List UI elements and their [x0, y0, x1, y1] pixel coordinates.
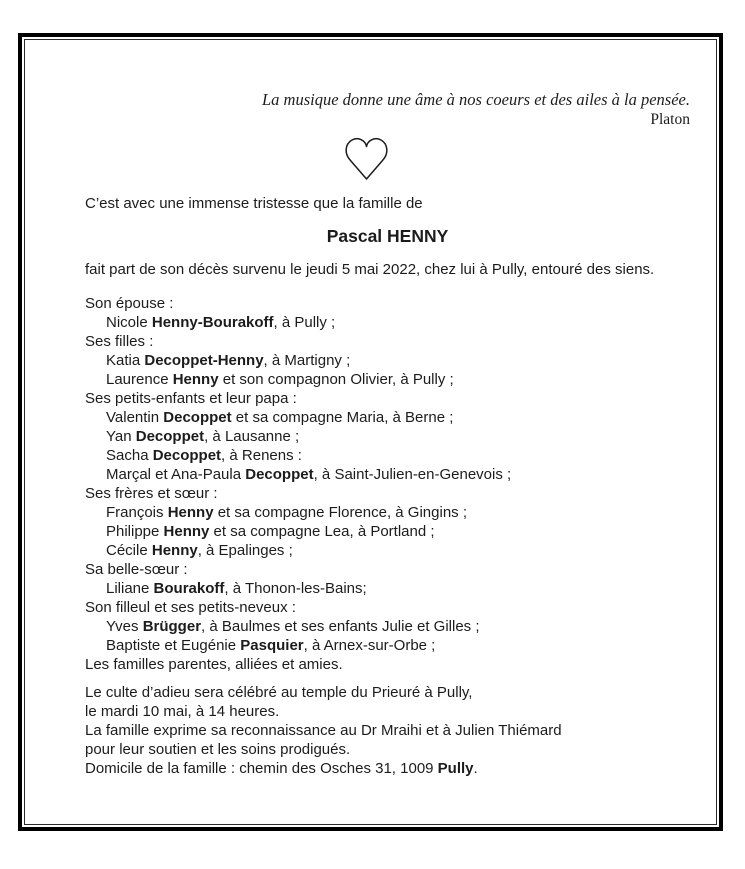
family-surname: Decoppet [152, 447, 222, 464]
family-list-line [85, 636, 690, 655]
family-surname: Decoppet [135, 428, 205, 445]
family-list-line [85, 427, 690, 446]
document-frame-inner [24, 39, 717, 825]
text-segment: , à Saint-Julien-en-Genevois ; [313, 466, 512, 483]
family-list [85, 294, 690, 674]
text-segment: et son compagnon Olivier, à Pully ; [218, 371, 454, 388]
text-segment: Liliane [106, 580, 154, 597]
text-segment: Nicole [106, 314, 152, 331]
announcement-intro: C’est avec une immense tristesse que la famille de [85, 195, 423, 212]
family-list-line [85, 655, 690, 674]
text-segment: , à Thonon-les-Bains; [224, 580, 367, 597]
text-segment: Les familles parentes, alliées et amies. [85, 656, 343, 673]
family-list-line [85, 370, 690, 389]
quote-block [85, 90, 690, 129]
family-list-line [85, 332, 690, 351]
closing-line [85, 683, 690, 702]
text-segment: Son filleul et ses petits-neveux : [85, 599, 296, 616]
text-segment: , à Pully ; [273, 314, 336, 331]
family-surname: Henny [167, 504, 214, 521]
family-list-line [85, 560, 690, 579]
family-surname: Henny [151, 542, 198, 559]
family-surname: Decoppet [163, 409, 232, 426]
family-surname: Henny [163, 523, 210, 540]
text-segment: Ses frères et sœur : [85, 485, 218, 502]
family-list-line [85, 351, 690, 370]
family-surname: Pasquier [240, 637, 304, 654]
text-segment: François [106, 504, 168, 521]
family-list-line [85, 389, 690, 408]
closing-line [85, 702, 690, 721]
family-list-line [85, 294, 690, 313]
text-segment: Son épouse : [85, 295, 174, 312]
text-segment: Laurence [106, 371, 173, 388]
family-list-line [85, 408, 690, 427]
family-surname: Bourakoff [153, 580, 225, 597]
closing-line [85, 759, 690, 778]
text-segment: Le culte d’adieu sera célébré au temple du Prieuré à Pully, [85, 684, 473, 701]
text-segment: Cécile [106, 542, 152, 559]
text-segment: Ses petits-enfants et leur papa : [85, 390, 297, 407]
text-segment: Sacha [106, 447, 153, 464]
text-segment: Sa belle-sœur : [85, 561, 188, 578]
family-surname: Brügger [142, 618, 202, 635]
announcement-body: fait part de son décès survenu le jeudi 5 mai 2022, chez lui à Pully, entouré des siens. [85, 261, 655, 278]
closing-block [85, 683, 690, 778]
family-list-line [85, 446, 690, 465]
text-segment: et sa compagne Florence, à Gingins ; [213, 504, 468, 521]
heart-container [85, 135, 690, 183]
text-segment: Katia [106, 352, 145, 369]
family-list-line [85, 503, 690, 522]
quote-author: Platon [650, 111, 690, 128]
family-surname: Pully [437, 760, 474, 777]
text-segment: , à Arnex-sur-Orbe ; [303, 637, 436, 654]
family-surname: Decoppet [245, 466, 314, 483]
text-segment: Marçal et Ana-Paula [106, 466, 246, 483]
text-segment: , à Baulmes et ses enfants Julie et Gilles ; [201, 618, 480, 635]
family-surname: Henny [172, 371, 219, 388]
document-content [25, 40, 716, 824]
family-surname: Henny-Bourakoff [151, 314, 274, 331]
text-segment: , à Renens : [221, 447, 302, 464]
text-segment: Baptiste et Eugénie [106, 637, 241, 654]
text-segment: Yan [106, 428, 136, 445]
heart-icon [340, 135, 393, 183]
text-segment: le mardi 10 mai, à 14 heures. [85, 703, 280, 720]
text-segment: Yves [106, 618, 143, 635]
family-list-line [85, 541, 690, 560]
family-surname: Decoppet-Henny [144, 352, 264, 369]
text-segment: , à Lausanne ; [204, 428, 300, 445]
closing-line [85, 721, 690, 740]
text-segment: La famille exprime sa reconnaissance au Dr Mraihi et à Julien Thiémard [85, 722, 562, 739]
deceased-name: Pascal HENNY [326, 226, 449, 246]
text-segment: , à Martigny ; [263, 352, 351, 369]
quote-text: La musique donne une âme à nos coeurs et des ailes à la pensée. [261, 90, 690, 109]
text-segment: pour leur soutien et les soins prodigués. [85, 741, 351, 758]
text-segment: , à Epalinges ; [197, 542, 293, 559]
text-segment: Valentin [106, 409, 164, 426]
text-segment: et sa compagne Lea, à Portland ; [209, 523, 435, 540]
document-frame [18, 33, 723, 831]
family-list-line [85, 484, 690, 503]
text-segment: Ses filles : [85, 333, 154, 350]
closing-line [85, 740, 690, 759]
family-list-line [85, 598, 690, 617]
family-list-line [85, 617, 690, 636]
text-segment: . [473, 760, 478, 777]
family-list-line [85, 313, 690, 332]
text-segment: Philippe [106, 523, 164, 540]
text-segment: et sa compagne Maria, à Berne ; [231, 409, 454, 426]
text-segment: Domicile de la famille : chemin des Osches 31, 1009 [85, 760, 438, 777]
family-list-line [85, 579, 690, 598]
family-list-line [85, 465, 690, 484]
family-list-line [85, 522, 690, 541]
